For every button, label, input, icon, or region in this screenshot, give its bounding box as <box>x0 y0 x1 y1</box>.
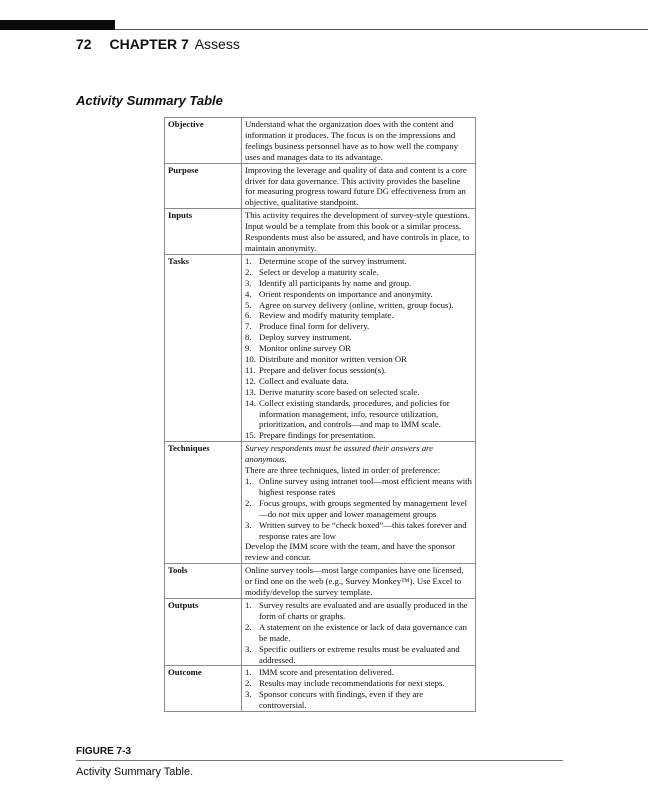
list-item: 2. A statement on the existence or lack of data governance can be made. <box>245 621 467 643</box>
row-label: Objective <box>165 118 242 164</box>
list-item: 3. Written survey to be “check boxed”—this takes forever and response rates are low <box>245 519 467 541</box>
table-row-inputs <box>165 209 476 255</box>
header-rule <box>115 29 648 30</box>
header-bar <box>0 20 115 30</box>
row-content <box>242 666 476 712</box>
activity-summary-table <box>164 117 476 712</box>
list-item: 3. Specific outliers or extreme results must be evaluated and addressed. <box>245 643 460 665</box>
list-item: 1. IMM score and presentation delivered. <box>245 667 394 678</box>
table-row-outputs <box>165 598 476 665</box>
techniques-intro: There are three techniques, listed in order of preference: <box>245 465 441 476</box>
table-row-tools <box>165 564 476 599</box>
list-item: 10. Distribute and monitor written version OR <box>245 354 407 365</box>
list-item: 15. Prepare findings for presentation. <box>245 430 376 441</box>
tasks-list <box>245 256 472 441</box>
list-item: 2. Results may include recommendations for next steps. <box>245 678 445 689</box>
list-item: 11. Prepare and deliver focus session(s). <box>245 364 387 375</box>
list-item: 13. Derive maturity score based on selected scale. <box>245 386 420 397</box>
row-label: Purpose <box>165 163 242 209</box>
section-title: Activity Summary Table <box>76 93 223 108</box>
row-content: Understand what the organization does with the content and information it produces. The focus is on the impressions and feelings business personnel have as to how well the company uses and manages data to its advantage. <box>242 118 476 164</box>
techniques-list <box>245 476 472 541</box>
row-label: Outputs <box>165 598 242 665</box>
list-item: 5. Agree on survey delivery (online, written, group focus). <box>245 299 454 310</box>
row-content: This activity requires the development of survey-style questions. Input would be a template from this book or a similar process. Respondents must also be assured, and have controls in place, to maintain anonymity. <box>242 209 476 255</box>
table-row-techniques <box>165 442 476 564</box>
techniques-closing: Develop the IMM score with the team, and have the sponsor review and concur. <box>245 541 456 563</box>
list-item: 2. Select or develop a maturity scale. <box>245 266 379 277</box>
list-item: 7. Produce final form for delivery. <box>245 321 370 332</box>
list-item: 1. Survey results are evaluated and are usually produced in the form of charts or graphs. <box>245 599 468 621</box>
table-row-objective <box>165 118 476 164</box>
list-item: 9. Monitor online survey OR <box>245 343 351 354</box>
list-item: 4. Orient respondents on importance and anonymity. <box>245 288 433 299</box>
row-label: Techniques <box>165 442 242 564</box>
figure-label: FIGURE 7-3 <box>76 746 132 757</box>
list-item: 1. Determine scope of the survey instrument. <box>245 255 407 266</box>
figure-caption: Activity Summary Table. <box>76 766 194 778</box>
row-label: Outcome <box>165 666 242 712</box>
table-row-outcome <box>165 666 476 712</box>
row-content: Improving the leverage and quality of data and content is a core driver for data governance. This activity provides the baseline for measuring progress toward future DG effectiveness from an objective, qualitative standpoint. <box>242 163 476 209</box>
table-row-purpose <box>165 163 476 209</box>
list-item: 3. Sponsor concurs with findings, even if they are controversial. <box>245 689 424 711</box>
row-content: Online survey tools—most large companies have one licensed, or find one on the web (e.g., Survey Monkey™). Use Excel to modify/develop the survey template. <box>242 564 476 599</box>
list-item: 6. Review and modify maturity template. <box>245 310 394 321</box>
row-content <box>242 254 476 441</box>
chapter-title: Assess <box>194 36 240 52</box>
row-content <box>242 442 476 564</box>
chapter-number: CHAPTER 7 <box>109 36 189 52</box>
row-label: Inputs <box>165 209 242 255</box>
outputs-list <box>245 600 472 665</box>
table-row-tasks <box>165 254 476 441</box>
row-content <box>242 598 476 665</box>
figure-rule <box>76 760 563 761</box>
running-head <box>76 36 240 52</box>
page-number: 72 <box>76 36 92 52</box>
list-item: 14. Collect existing standards, procedures, and policies for information management, info, resource utilization, prioritization, and controls—and map to IMM scale. <box>245 397 450 430</box>
list-item: 12. Collect and evaluate data. <box>245 375 349 386</box>
list-item: 2. Focus groups, with groups segmented by management level—do not mix upper and lower management groups <box>245 497 467 519</box>
techniques-note: Survey respondents must be assured their answers are anonymous. <box>245 443 433 465</box>
row-label: Tools <box>165 564 242 599</box>
list-item: 8. Deploy survey instrument. <box>245 332 352 343</box>
row-label: Tasks <box>165 254 242 441</box>
outcome-list <box>245 667 472 711</box>
list-item: 1. Online survey using intranet tool—most efficient means with highest response rates <box>245 476 472 497</box>
list-item: 3. Identify all participants by name and group. <box>245 277 412 288</box>
